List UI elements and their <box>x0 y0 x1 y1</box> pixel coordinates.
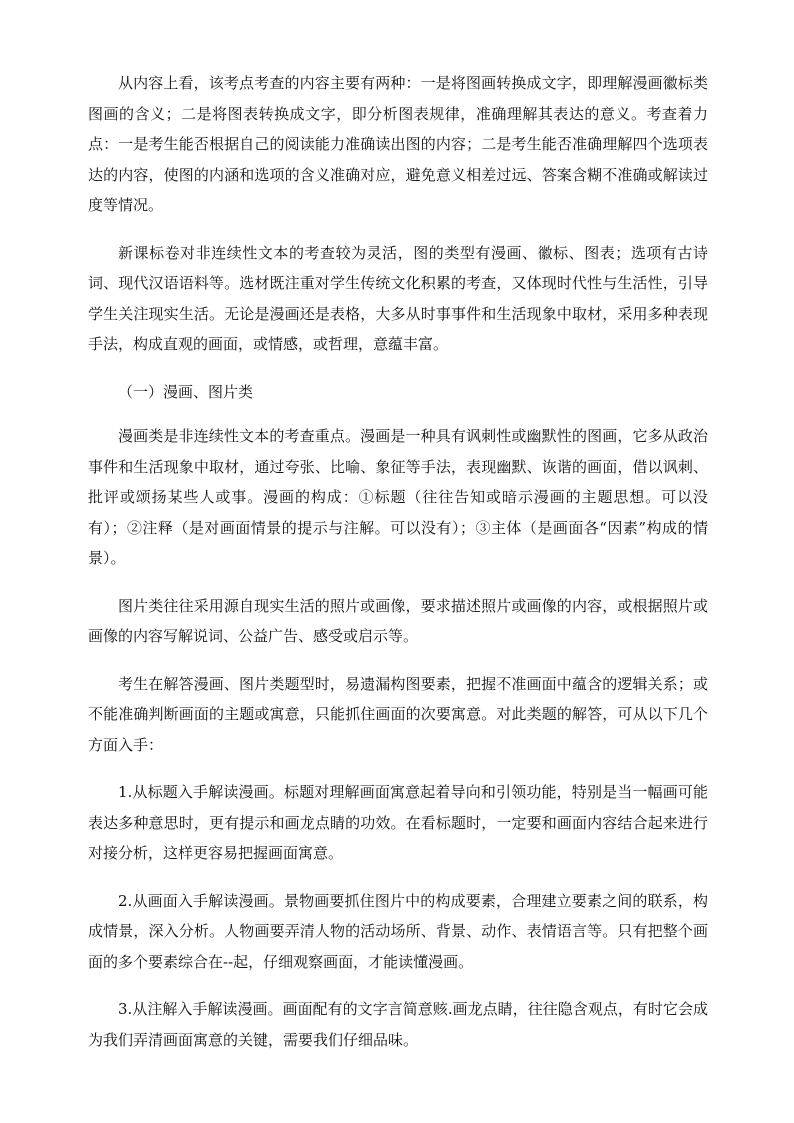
paragraph-method-scene: 2.从画面入手解读漫画。景物画要抓住图片中的构成要素，合理建立要素之间的联系，构成情景，深入分析。人物画要弄清人物的活动场所、背景、动作、表情语言等。只有把整个画面的多个要素综合在--起，仔细观察画面，才能读懂漫画。 <box>88 891 708 971</box>
paragraph-method-caption: 3.从注解入手解读漫画。画面配有的文字言简意赅.画龙点睛，往往隐含观点，有时它会成为我们弄清画面寓意的关键，需要我们仔细品味。 <box>88 1000 708 1049</box>
document-page <box>88 68 708 1072</box>
paragraph-intro: 从内容上看，该考点考查的内容主要有两种：一是将图画转换成文字，即理解漫画徽标类图画的含义；二是将图表转换成文字，即分析图表规律，准确理解其表达的意义。考查着力点：一是考生能否根据自己的阅读能力准确读出图的内容；二是考生能否准确理解四个选项表达的内容，使图的内涵和选项的含义准确对应，避免意义相差过远、答案含糊不准确或解读过度等情况。 <box>88 74 708 214</box>
paragraph-pictures: 图片类往往采用源自现实生活的照片或画像，要求描述照片或画像的内容，或根据照片或画像的内容写解说词、公益广告、感受或启示等。 <box>88 596 708 645</box>
section-heading-comics-pictures: （一）漫画、图片类 <box>118 382 254 401</box>
paragraph-answer-methods: 考生在解答漫画、图片类题型时，易遗漏构图要素，把握不准画面中蕴含的逻辑关系；或不能准确判断画面的主题或寓意，只能抓住画面的次要寓意。对此类题的解答，可从以下几个方面入手： <box>88 674 708 754</box>
paragraph-comics-definition: 漫画类是非连续性文本的考查重点。漫画是一种具有讽刺性或幽默性的图画，它多从政治事件和生活现象中取材，通过夸张、比喻、象征等手法，表现幽默、诙谐的画面，借以讽刺、批评或颂扬某些人或事。漫画的构成：①标题（往往告知或暗示漫画的主题思想。可以没有）；②注释（是对画面情景的提示与注解。可以没有）；③主体（是画面各“因素”构成的情景）。 <box>88 427 708 567</box>
paragraph-method-title: 1.从标题入手解读漫画。标题对理解画面寓意起着导向和引领功能，特别是当一幅画可能表达多种意思时，更有提示和画龙点睛的功效。在看标题时，一定要和画面内容结合起来进行对接分析，这样更容易把握画面寓意。 <box>88 783 708 862</box>
paragraph-new-curriculum: 新课标卷对非连续性文本的考查较为灵活，图的类型有漫画、徽标、图表；选项有古诗词、现代汉语语料等。选材既注重对学生传统文化积累的考查，又体现时代性与生活性，引导学生关注现实生活。无论是漫画还是表格，大多从时事事件和生活现象中取材，采用多种表现手法，构成直观的画面，或情感，或哲理，意蕴丰富。 <box>88 243 708 353</box>
